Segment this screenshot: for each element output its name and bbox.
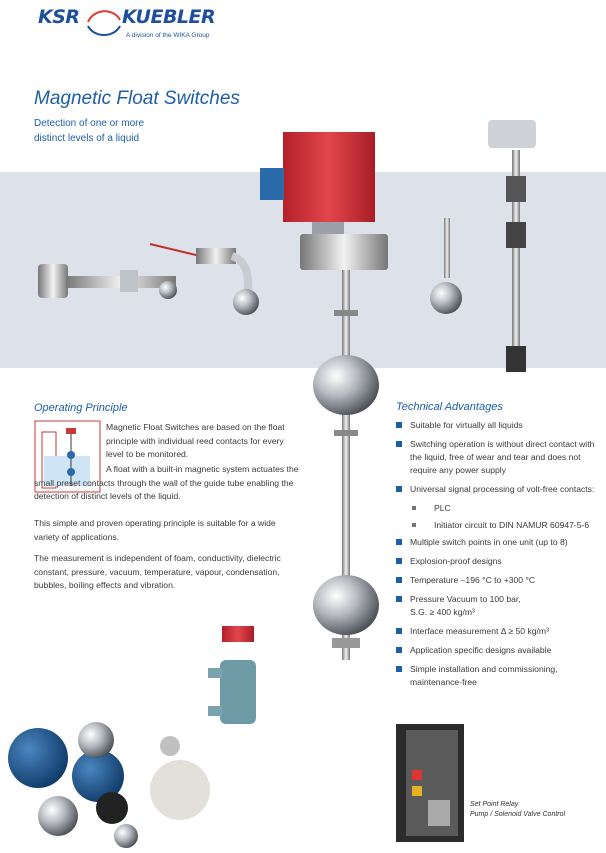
advantage-subitem: PLC (396, 502, 602, 515)
pressure-line-1: Pressure Vacuum to 100 bar, (410, 594, 521, 604)
thin-probe-switch (430, 218, 462, 314)
operating-text-2: This simple and proven operating principle is suitable for a wide variety of applications. (34, 518, 276, 542)
logo-ksr: KSR (38, 6, 80, 28)
vertical-float-switch (488, 120, 536, 372)
advantage-item: Suitable for virtually all liquids (396, 419, 602, 432)
pressure-line-2: S.G. ≥ 400 kg/m³ (410, 607, 475, 617)
chamber-switch (208, 626, 256, 724)
logo-tagline: A division of the WIKA Group (126, 32, 210, 39)
relay-caption-line-2: Pump / Solenoid Valve Control (470, 811, 566, 818)
subtitle-line-1: Detection of one or more (34, 118, 145, 129)
subtitle-line-2: distinct levels of a liquid (34, 133, 140, 144)
page-title: Magnetic Float Switches (34, 88, 240, 109)
advantage-item: Interface measurement Δ ≥ 50 kg/m³ (396, 625, 602, 638)
advantage-item: Universal signal processing of volt-free contacts: (396, 483, 602, 496)
advantages-heading: Technical Advantages (396, 401, 503, 413)
advantage-item: Simple installation and commissioning, maintenance-free (396, 663, 602, 689)
advantage-item: Switching operation is without direct contact with the liquid, free of wear and tear and does not require any power supply (396, 438, 602, 477)
relay-caption (470, 800, 565, 820)
advantage-item: Application specific designs available (396, 644, 602, 657)
advantage-item: Temperature –196 °C to +300 °C (396, 574, 602, 587)
relay-caption-line-1: Set Point Relay (470, 801, 519, 808)
operating-text-1b: A float with a built-in magnetic system actuates the small preset contacts through the wall of the guide tube enabling the detection of distinct levels of the liquid. (34, 464, 299, 501)
operating-text-3: The measurement is independent of foam, conductivity, dielectric constant, pressure, vacuum, temperature, vapour, condensation, bubbles, boiling effects and vibration. (34, 553, 281, 590)
advantage-item: Multiple switch points in one unit (up to 8) (396, 536, 602, 549)
set-point-relay (396, 724, 464, 842)
advantage-item-pressure (396, 593, 602, 619)
logo-kuebler: KUEBLER (122, 6, 216, 28)
float-collection (8, 722, 210, 848)
horizontal-float-switch (38, 264, 177, 299)
advantages-list (396, 419, 602, 695)
advantage-item: Explosion-proof designs (396, 555, 602, 568)
operating-heading: Operating Principle (34, 402, 128, 414)
advantage-subitem: Initiator circuit to DIN NAMUR 60947-5-6 (396, 519, 602, 532)
operating-text-1a: Magnetic Float Switches are based on the float principle with individual reed contacts for every level to be monitored. (106, 422, 285, 459)
